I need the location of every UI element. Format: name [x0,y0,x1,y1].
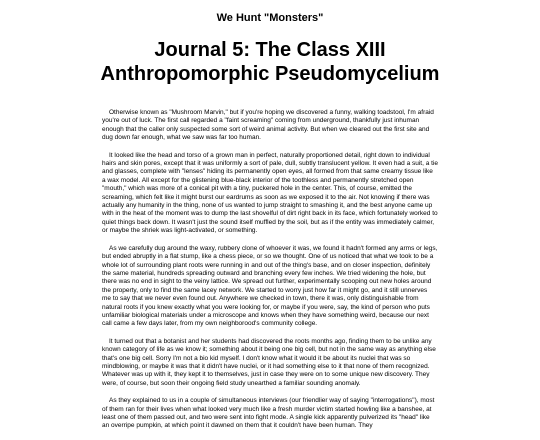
page-title [0,38,540,86]
paragraph: It turned out that a botanist and her students had discovered the roots months ago, finding them to be unlike any known category of life as we know it; something about it being one big cell, but not in the same way as anything else that's one big cell. Sorry I'm not a bio kid myself. I don't know what it would it be about its nuclei that was so mindblowing, or maybe it was that it didn't have nuclei, or it had something else to it that none of them recognized. Whatever was up with it, they kept it to themselves, just in case they were on to some unique new discovery. They were, of course, but soon their ongoing field study unearthed a familiar sounding anomaly. [102,337,436,387]
paragraph: As they explained to us in a couple of simultaneous interviews (our friendlier way of saying "interrogations"), most of them ran for their lives when what looked very much like a fresh murder victim started howling like a banshee, at least one of them passed out, and two were sent into fight mode. A single kick apparently pulverized its "head" like an overripe pumpkin, at which point it dawned on them that it couldn't have been human. They [102,397,435,430]
site-title: We Hunt "Monsters" [216,12,324,24]
article-body [102,109,438,440]
page-title-line-1: Journal 5: The Class XIII [154,39,386,61]
paragraph: Otherwise known as "Mushroom Marvin," but if you're hoping we discovered a funny, walking toadstool, I'm afraid you're out of luck. The first call regarded a "faint screaming" coming from underground, thankfully just inhuman enough that the caller only suspected some sort of weird animal activity. But when we cleared out the first site and dug down far enough, what we saw was far too human. [102,109,434,142]
page-title-line-2: Anthropomorphic Pseudomycelium [100,63,440,85]
paragraph: As we carefully dug around the waxy, rubbery clone of whoever it was, we found it hadn't formed any arms or legs, but ended abruptly in a flat stump, like a chess piece, or so we thought. One of us noticed that what we took to be a whole lot of surrounding plant roots were running in and out of the thing's base, and on closer inspection, definitely the same material, hundreds spreading outward and branching every few inches. We tried widening the hole, but there was no end in sight to the veiny lattice. We spread out further, experimentally scooping out new holes around the property, only to find the same lacey network. We started to worry just how far it might go, and it still unnerves me to say that we never even found out. Anywhere we checked in town, there it was, only distinguishable from natural roots if you knew exactly what you were looking for, or maybe if you were, say, the kind of person who puts unfamiliar biological materials under a microscope and knows when they have something weird, because our next call came a few days later, from my own neighborood's community college. [102,244,438,328]
paragraph: It looked like the head and torso of a grown man in perfect, naturally proportioned detail, right down to individual hairs and skin pores, except that it was uniformly a sort of pale, dull, subtly translucent yellow. It even had a suit, a tie and glasses, complete with "lenses" hiding its permanently open eyes, all formed from that same creamy tissue like a wax model. All except for the glistening blue-black interior of the toothless and permanently stretched open "mouth," which was more of a conical pit with a tiny, puckered hole in the center. This, of course, emitted the screaming, which felt like it might burst our eardrums as soon as we exposed it to the air. Not knowing if there was actually any humanity in the thing, none of us wanted to jump straight to smashing it, and the best anyone came up with in the heat of the moment was to dump the last shovelful of dirt right back in its face, which fortunately worked to quiet things back down. It wasn't just the sound itself muffled by the soil, but as if the entity was immediately calmer, or maybe the shriek was light-activated, or something. [102,151,439,235]
